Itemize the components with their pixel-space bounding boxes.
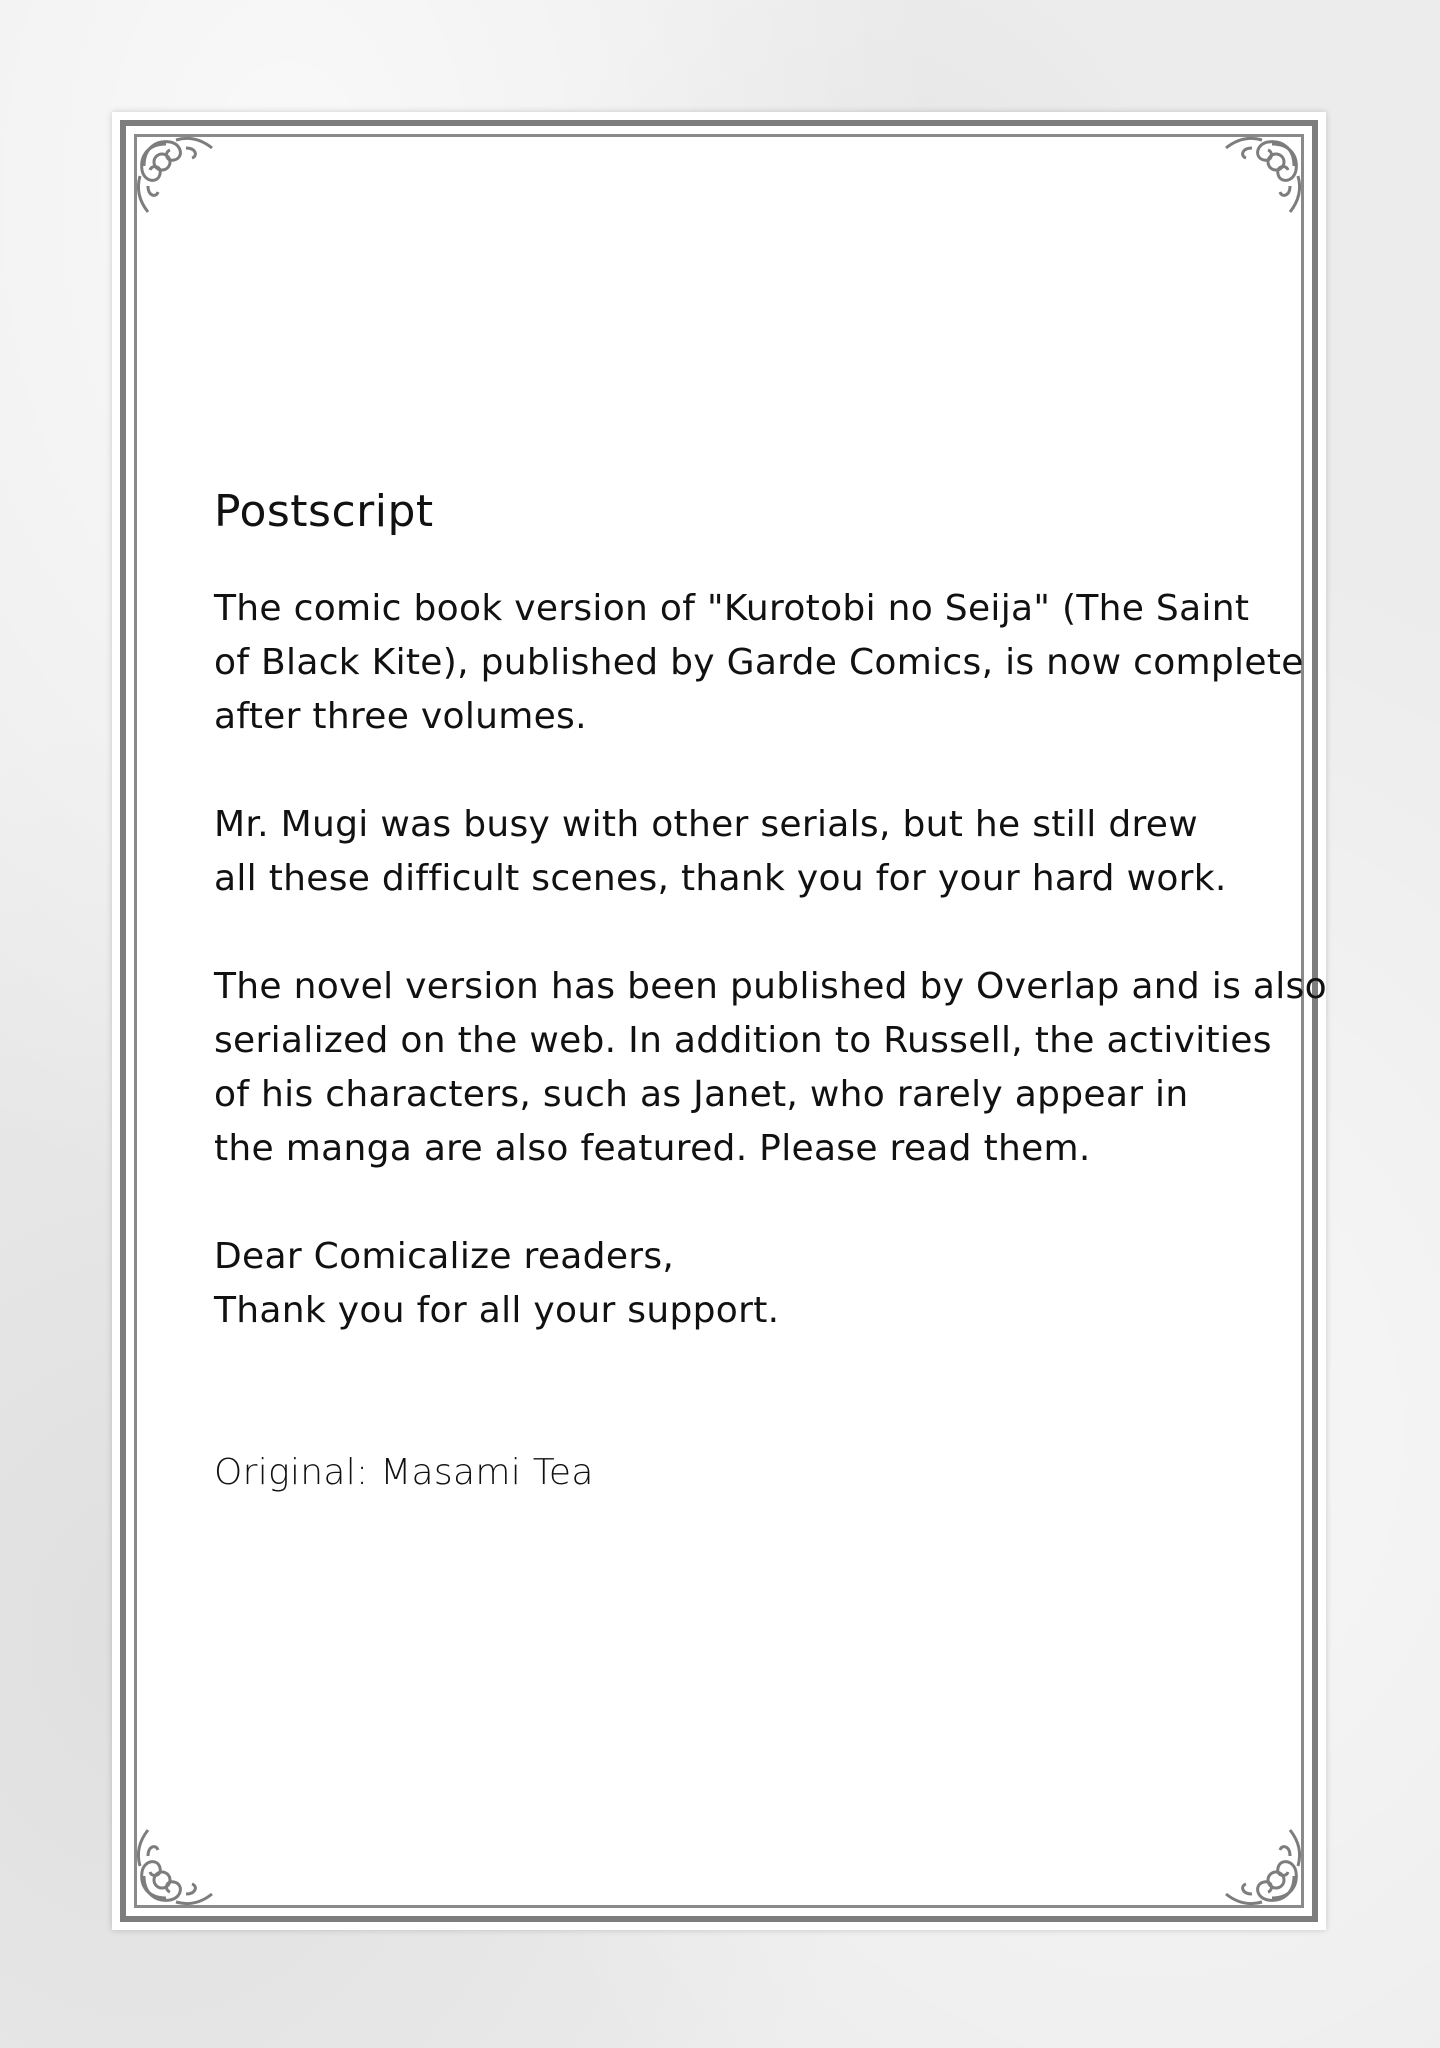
paragraph-comic-complete bbox=[214, 582, 1304, 744]
paragraph-line: The comic book version of "Kurotobi no Seija" (The Saint bbox=[214, 588, 1250, 629]
paragraph-line: the manga are also featured. Please read them. bbox=[214, 1128, 1091, 1169]
page-title: Postscript bbox=[214, 486, 434, 537]
corner-ornament-icon bbox=[126, 126, 236, 236]
author-signature: Original: Masami Tea bbox=[214, 1452, 594, 1493]
paragraph-line: Thank you for all your support. bbox=[214, 1290, 780, 1331]
paragraph-line: The novel version has been published by Overlap and is also bbox=[214, 966, 1327, 1007]
paragraph-line: of his characters, such as Janet, who rarely appear in bbox=[214, 1074, 1189, 1115]
paragraph-line: of Black Kite), published by Garde Comics, is now complete bbox=[214, 642, 1304, 683]
paragraph-line: all these difficult scenes, thank you for your hard work. bbox=[214, 858, 1227, 899]
paragraph-artist-thanks bbox=[214, 798, 1274, 906]
paragraph-line: Mr. Mugi was busy with other serials, but he still drew bbox=[214, 804, 1198, 845]
paragraph-line: after three volumes. bbox=[214, 696, 587, 737]
paragraph-reader-thanks bbox=[214, 1230, 1274, 1338]
paragraph-novel-version bbox=[214, 960, 1327, 1176]
corner-ornament-icon bbox=[126, 1806, 236, 1916]
corner-ornament-icon bbox=[1202, 126, 1312, 236]
corner-ornament-icon bbox=[1202, 1806, 1312, 1916]
postscript-page bbox=[112, 112, 1326, 1930]
postscript-content bbox=[214, 482, 1327, 1500]
paragraph-line: Dear Comicalize readers, bbox=[214, 1236, 675, 1277]
paragraph-line: serialized on the web. In addition to Russell, the activities bbox=[214, 1020, 1272, 1061]
